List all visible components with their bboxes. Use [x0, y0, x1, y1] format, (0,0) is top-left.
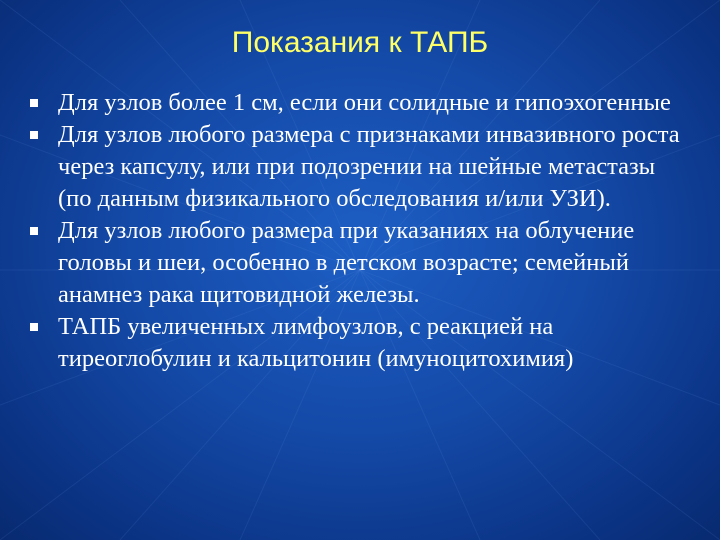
square-bullet-icon	[30, 323, 38, 331]
bullet-list	[24, 87, 684, 375]
square-bullet-icon	[30, 99, 38, 107]
square-bullet-icon	[30, 227, 38, 235]
slide-title: Показания к ТАПБ	[231, 26, 489, 59]
bullet-item	[24, 311, 684, 375]
bullet-text: Для узлов более 1 см, если они солидные и гипоэхогенные	[58, 89, 671, 116]
bullet-item	[24, 119, 684, 215]
bullet-item	[24, 215, 684, 311]
bullet-item	[24, 87, 684, 119]
square-bullet-icon	[30, 131, 38, 139]
bullet-text: Для узлов любого размера с признаками инвазивного роста через капсулу, или при подозрении на шейные метастазы (по данным физикального обследования и/или УЗИ).	[58, 121, 680, 212]
bullet-text: ТАПБ увеличенных лимфоузлов, с реакцией на тиреоглобулин и кальцитонин (имуноцитохимия)	[58, 313, 574, 372]
bullet-text: Для узлов любого размера при указаниях на облучение головы и шеи, особенно в детском возрасте; семейный анамнез рака щитовидной железы.	[58, 217, 635, 308]
